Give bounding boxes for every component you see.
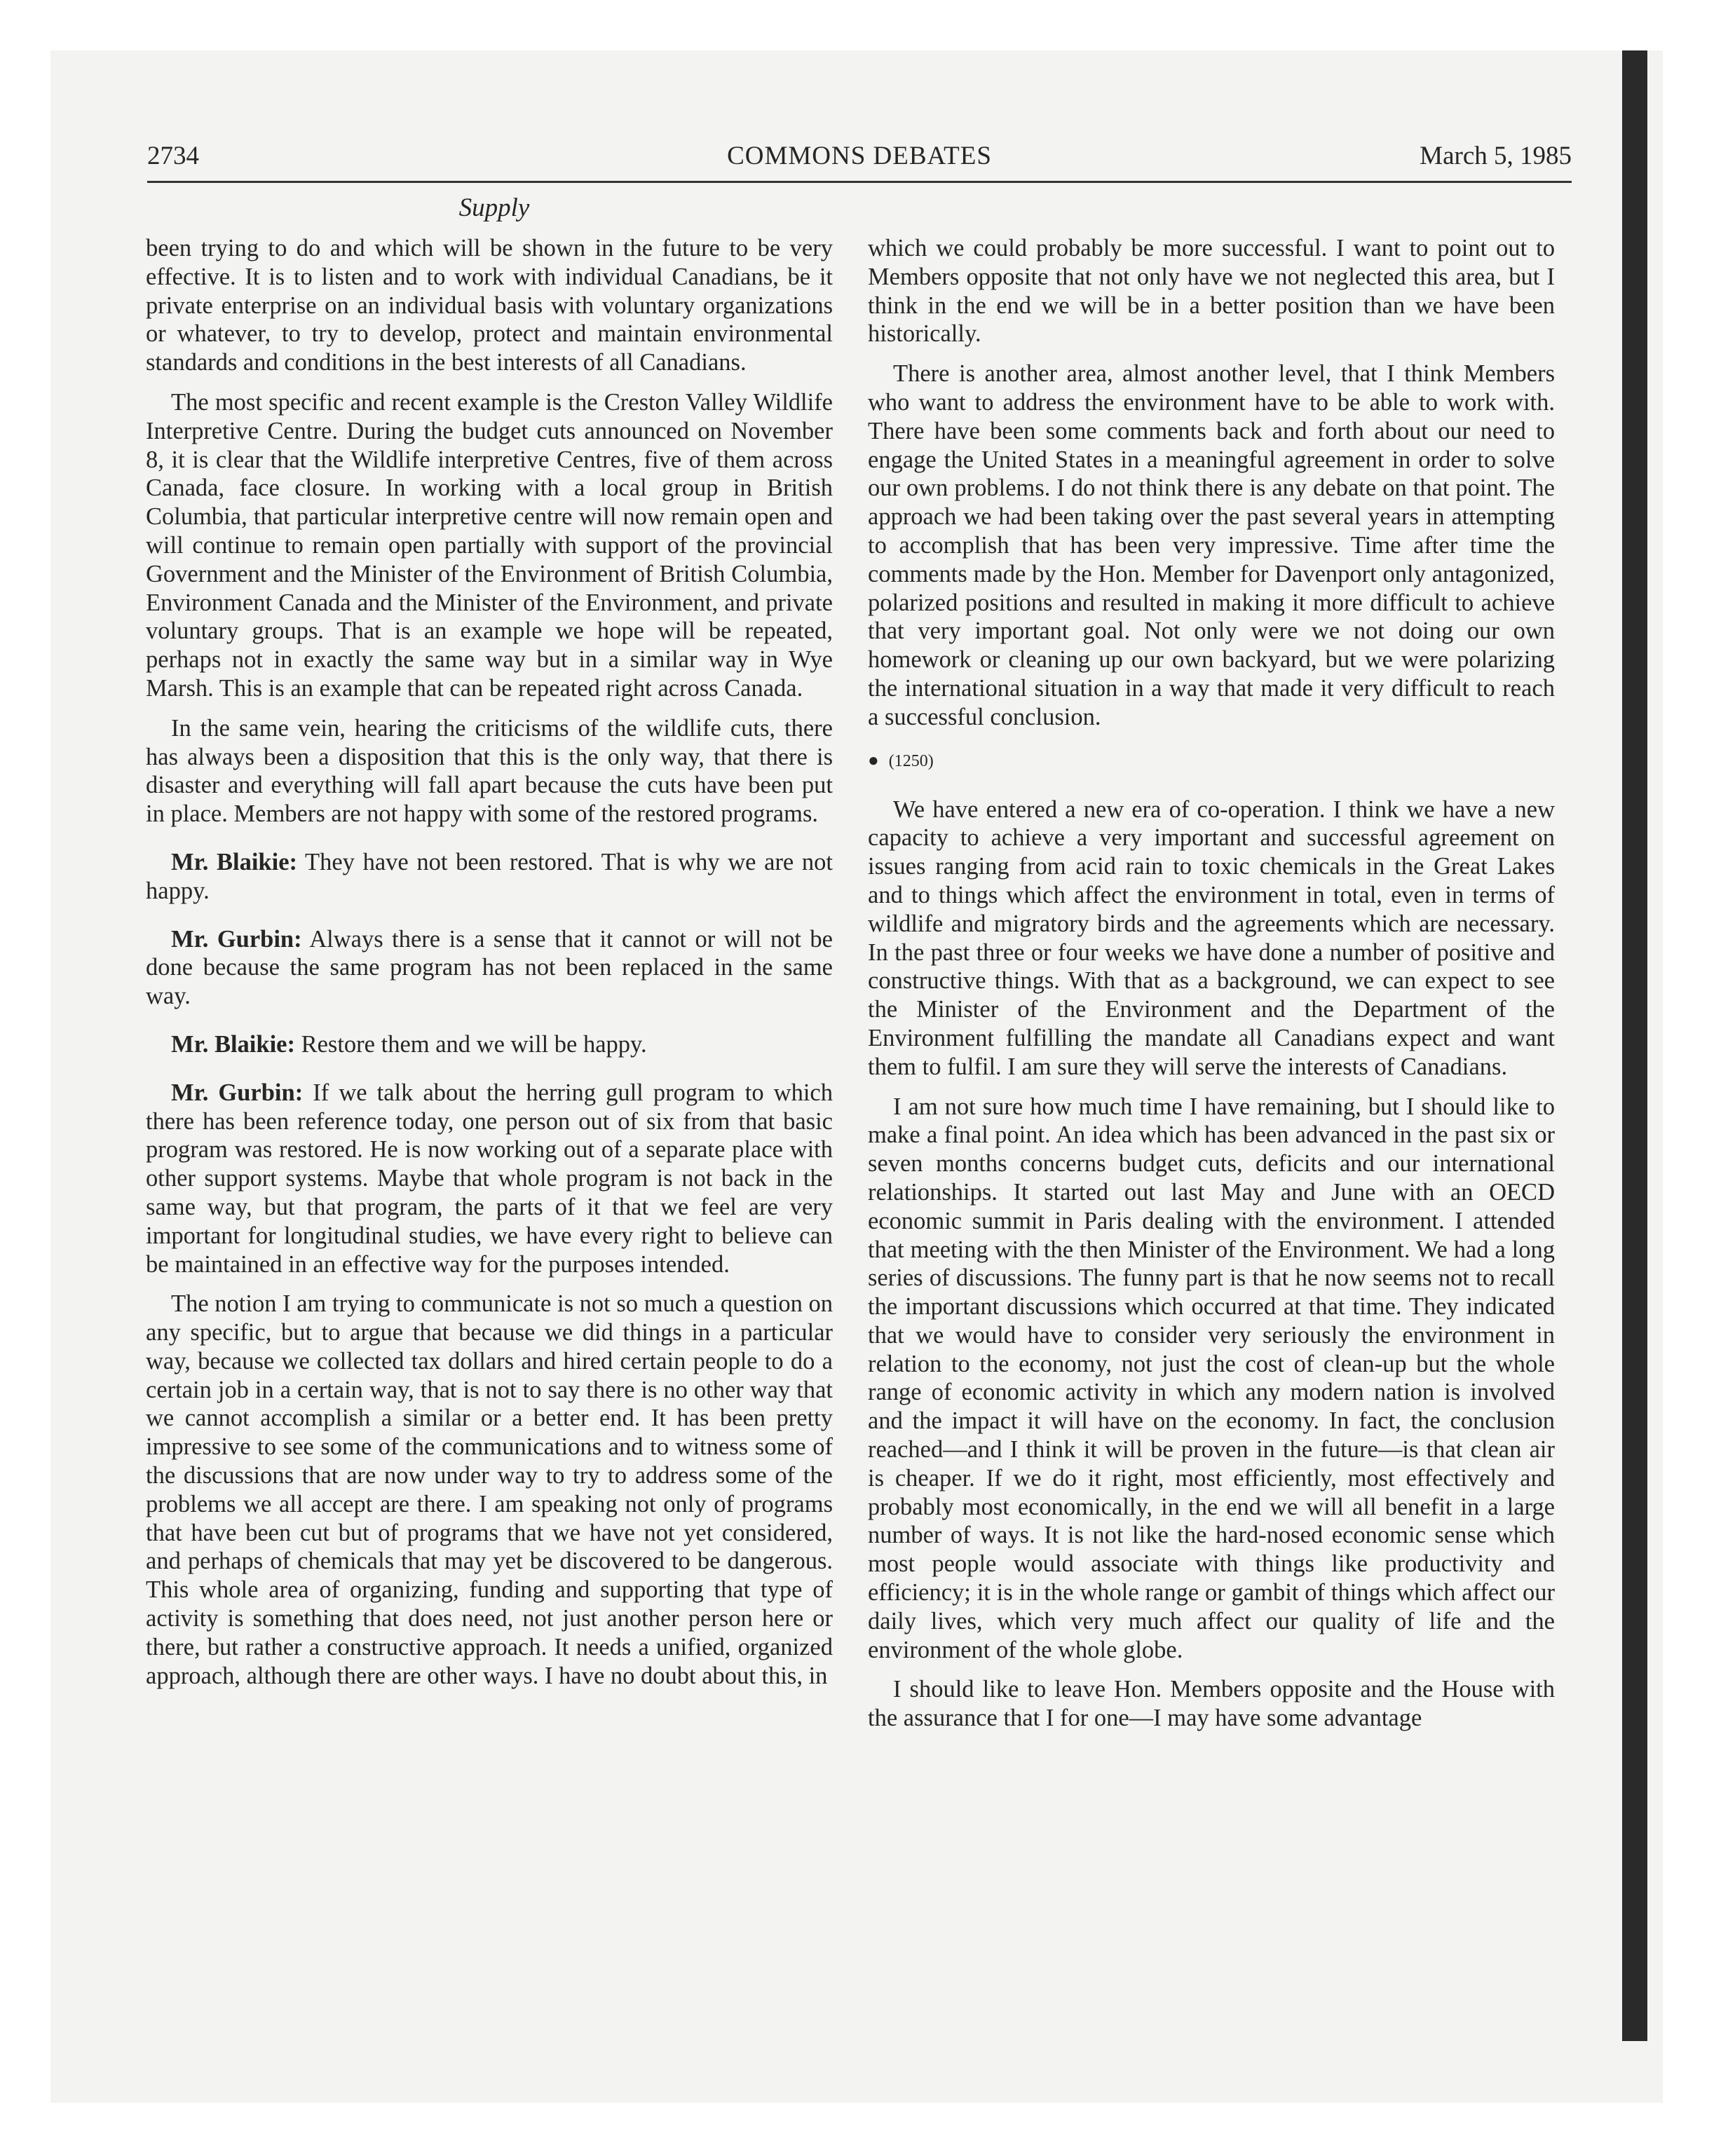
- paragraph: I should like to leave Hon. Members opposite and the House with the assurance that I for one—I may have some advantage: [868, 1676, 1555, 1732]
- speech-paragraph: [146, 848, 833, 906]
- time-marker-text: (1250): [888, 751, 934, 770]
- page-header: [147, 139, 1572, 183]
- paragraph: been trying to do and which will be shown in the future to be very effective. It is to listen and to work with individual Canadians, be it private enterprise on an individual basis with voluntary organizations or whatever, to try to develop, protect and maintain environmental standards and conditions in the best interests of all Canadians.: [146, 235, 833, 376]
- bullet-icon: ●: [868, 749, 879, 770]
- speech-text: Always there is a sense that it cannot or will not be done because the same program has not been replaced in the same way.: [146, 925, 833, 1010]
- paragraph: In the same vein, hearing the criticisms of the wildlife cuts, there has always been a disposition that this is the only way, that there is disaster and everything will fall apart because the cuts have been put in place. Members are not happy with some of the restored programs.: [146, 714, 833, 828]
- journal-title: COMMONS DEBATES: [727, 142, 992, 170]
- speech-text: They have not been restored. That is why we are not happy.: [146, 848, 833, 904]
- paragraph: The notion I am trying to communicate is not so much a question on any specific, but to argue that because we did things in a particular way, because we collected tax dollars and hired certain people to do a certain job in a certain way, that is not to say there is no other way that we cannot accomplish a similar or a better end. It has been pretty impressive to see some of the communications and to witness some of the discussions that are now under way to try to address some of the problems we all accept are there. I am speaking not only of programs that have been cut but of programs that we have not yet considered, and perhaps of chemicals that may yet be discovered to be dangerous. This whole area of organizing, funding and supporting that type of activity is something that does need, not just another person here or there, but rather a constructive approach. It needs a unified, organized approach, although there are other ways. I have no doubt about this, in: [146, 1290, 833, 1689]
- left-column: [146, 234, 833, 1701]
- speaker-name: Mr. Gurbin:: [171, 1079, 304, 1106]
- speech-paragraph: [146, 1079, 833, 1279]
- paragraph: which we could probably be more successful. I want to point out to Members opposite that not only have we not neglected this area, but I think in the end we will be in a better position than we have been historically.: [868, 235, 1555, 348]
- right-column: [868, 234, 1555, 1744]
- speech-paragraph: [146, 1030, 833, 1059]
- speaker-name: Mr. Gurbin:: [171, 925, 302, 953]
- paragraph: The most specific and recent example is the Creston Valley Wildlife Interpretive Centre. During the budget cuts announced on November 8, it is clear that the Wildlife interpretive Centres, five of them across Canada, face closure. In working with a local group in British Columbia, that particular interpretive centre will now remain open and will continue to remain open partially with support of the provincial Government and the Minister of the Environment of British Columbia, Environment Canada and the Minister of the Environment, and private voluntary groups. That is an example we hope will be repeated, perhaps not in exactly the same way but in a similar way in Wye Marsh. This is an example that can be repeated right across Canada.: [146, 388, 833, 702]
- speaker-name: Mr. Blaikie:: [171, 848, 297, 875]
- scan-edge-shadow: [1622, 50, 1647, 2041]
- paragraph: I am not sure how much time I have remaining, but I should like to make a final point. An idea which has been advanced in the past six or seven months concerns budget cuts, deficits and our international relationships. It started out last May and June with an OECD economic summit in Paris dealing with the environment. I attended that meeting with the then Minister of the Environment. We had a long series of discussions. The funny part is that he now seems not to recall the important discussions which occurred at that time. They indicated that we would have to consider very seriously the environment in relation to the economy, not just the cost of clean-up but the whole range of economic activity in which any modern nation is involved and the impact it will have on the economy. In fact, the conclusion reached—and I think it will be proven in the future—is that clean air is cheaper. If we do it right, most efficiently, most effectively and probably most economically, in the end we will all benefit in a large number of ways. It is not like the hard-nosed economic sense which most people would associate with things like productivity and efficiency; it is in the whole range or gambit of things which affect our daily lives, which very much affect our quality of life and the environment of the whole globe.: [868, 1093, 1555, 1663]
- paragraph: We have entered a new era of co-operation. I think we have a new capacity to achieve a very important and successful agreement on issues ranging from acid rain to toxic chemicals in the Great Lakes and to things which affect the environment in total, even in terms of wildlife and migratory birds and the agreements which are necessary. In the past three or four weeks we have done a number of positive and constructive things. With that as a background, we can expect to see the Minister of the Environment and the Department of the Environment fulfilling the mandate all Canadians expect and want them to fulfil. I am sure they will serve the interests of Canadians.: [868, 796, 1555, 1080]
- speaker-name: Mr. Blaikie:: [171, 1030, 295, 1058]
- paragraph: There is another area, almost another level, that I think Members who want to address the environment have to be able to work with. There have been some comments back and forth about our need to engage the United States in a meaningful agreement in order to solve our own problems. I do not think there is any debate on that point. The approach we had been taking over the past several years in attempting to accomplish that has been very impressive. Time after time the comments made by the Hon. Member for Davenport only antagonized, polarized positions and resulted in making it more difficult to achieve that very important goal. Not only were we not doing our own homework or cleaning up our own backyard, but we were polarizing the international situation in a way that made it very difficult to reach a successful conclusion.: [868, 360, 1555, 730]
- speech-text: If we talk about the herring gull program to which there has been reference today, one person out of six from that basic program was restored. He is now working out of a separate place with other support systems. Maybe that whole program is not back in the same way, but that program, the parts of it that we feel are very important for longitudinal studies, we have every right to believe can be maintained in an effective way for the purposes intended.: [146, 1079, 833, 1278]
- section-label: Supply: [458, 193, 530, 222]
- time-marker: [868, 750, 1555, 772]
- speech-paragraph: [146, 925, 833, 1011]
- speech-text: Restore them and we will be happy.: [301, 1030, 647, 1058]
- page-number: 2734: [147, 142, 199, 170]
- header-date: March 5, 1985: [1420, 142, 1572, 170]
